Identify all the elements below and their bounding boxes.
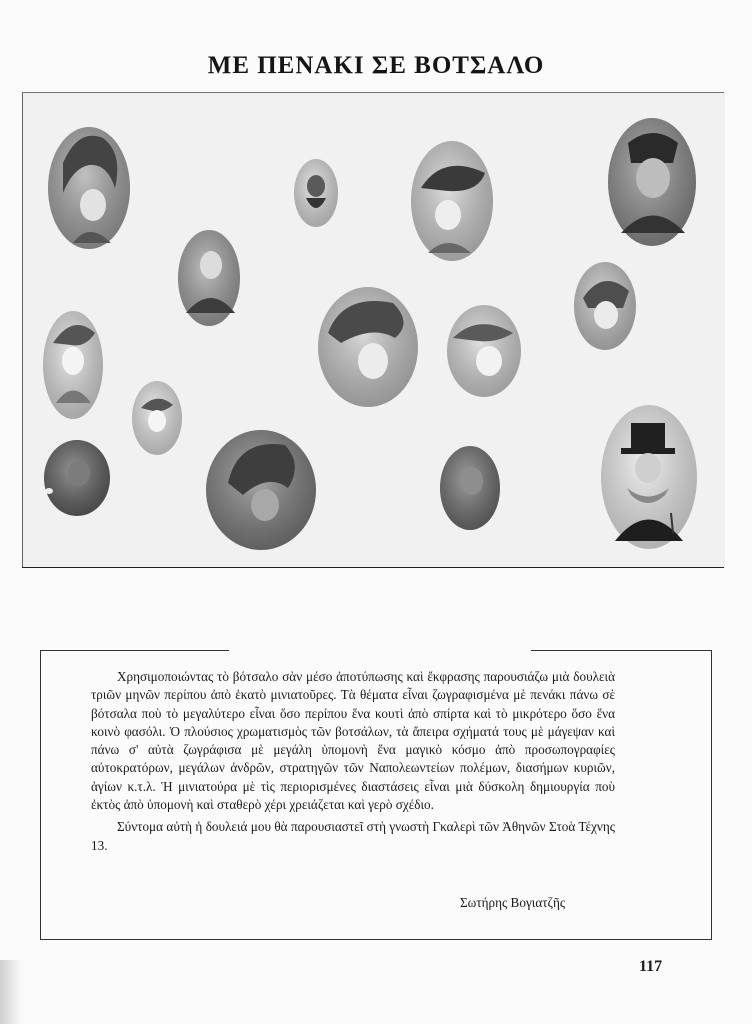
article-paragraph: Χρησιμοποιώντας τὸ βότσαλο σὰν μέσο ἀποτύπωσης καὶ ἔκφρασης παρουσιάζω μιὰ δουλειὰ τριῶν μηνῶν περίπου ἀπὸ ἑκατὸ μινιατοῦρες. Τὰ θέματα εἶναι ζωγραφισμένα μὲ πενάκι πάνω σὲ βότσαλα ποὺ τὸ μεγαλύτερο εἶναι ὅσο περίπου ἕνα κουτὶ ἀπὸ σπίρτα καὶ τὸ μικρότερο ὅσο ἕνα κοινὸ φασόλι. Ὁ πλούσιος χρωματισμὸς τῶν βοτσάλων, τὰ ἄπειρα σχήματά τους μὲ μάγεψαν καὶ πάνω σ' αὐτὰ ζωγράφισα μὲ μεγάλη ὑπομονὴ ἕνα μαγικὸ κόσμο ἀπὸ προσωπογραφίες αὐτοκρατόρων, μεγάλων ἀνδρῶν, στρατηγῶν τῶν Ναπολεωντείων πολέμων, διασήμων κυριῶν, ἁγίων κ.τ.λ. Ἡ μινιατούρα μὲ τὶς περιορισμένες διαστάσεις εἶναι μιὰ δύσκολη δημιουργία ποὺ ἐκτὸς ἀπὸ ὑπομονὴ καὶ σταθερὸ χέρι χρειάζεται καὶ γερὸ σχέδιο. [91, 669, 615, 813]
pebble-miniature [411, 141, 493, 261]
article-paragraph: Σύντομα αὐτὴ ἡ δουλειά μου θὰ παρουσιαστεῖ στὴ γνωστὴ Γκαλερὶ τῶν Ἀθηνῶν Στοὰ Τέχνης 13. [91, 819, 615, 853]
page-number: 117 [639, 958, 663, 975]
author-signature: Σωτήρης Βογιατζῆς [460, 895, 566, 910]
article-body [91, 668, 615, 855]
pebble-miniature [48, 127, 130, 249]
pebble-miniature [43, 311, 103, 419]
pebble-miniature [44, 440, 110, 516]
pebble-miniature [608, 118, 696, 246]
box-top-left-rule [41, 650, 229, 651]
pebble-miniature [178, 230, 240, 326]
pebble-miniature [440, 446, 500, 530]
pebble-miniature [574, 262, 636, 350]
pebble-miniature [294, 159, 338, 227]
box-top-right-rule [531, 650, 711, 651]
pebble-miniature [132, 381, 182, 455]
pebble-miniature [206, 430, 316, 550]
pebble-miniature [318, 287, 418, 407]
pebble-miniature [601, 405, 697, 549]
scan-edge-shadow [0, 960, 22, 1024]
pebble-miniature [447, 305, 521, 397]
pebble-photograph [22, 92, 724, 568]
pebble-photo-graphic [23, 93, 725, 567]
page-title: ΜΕ ΠΕΝΑΚΙ ΣΕ ΒΟΤΣΑΛΟ [207, 52, 545, 79]
